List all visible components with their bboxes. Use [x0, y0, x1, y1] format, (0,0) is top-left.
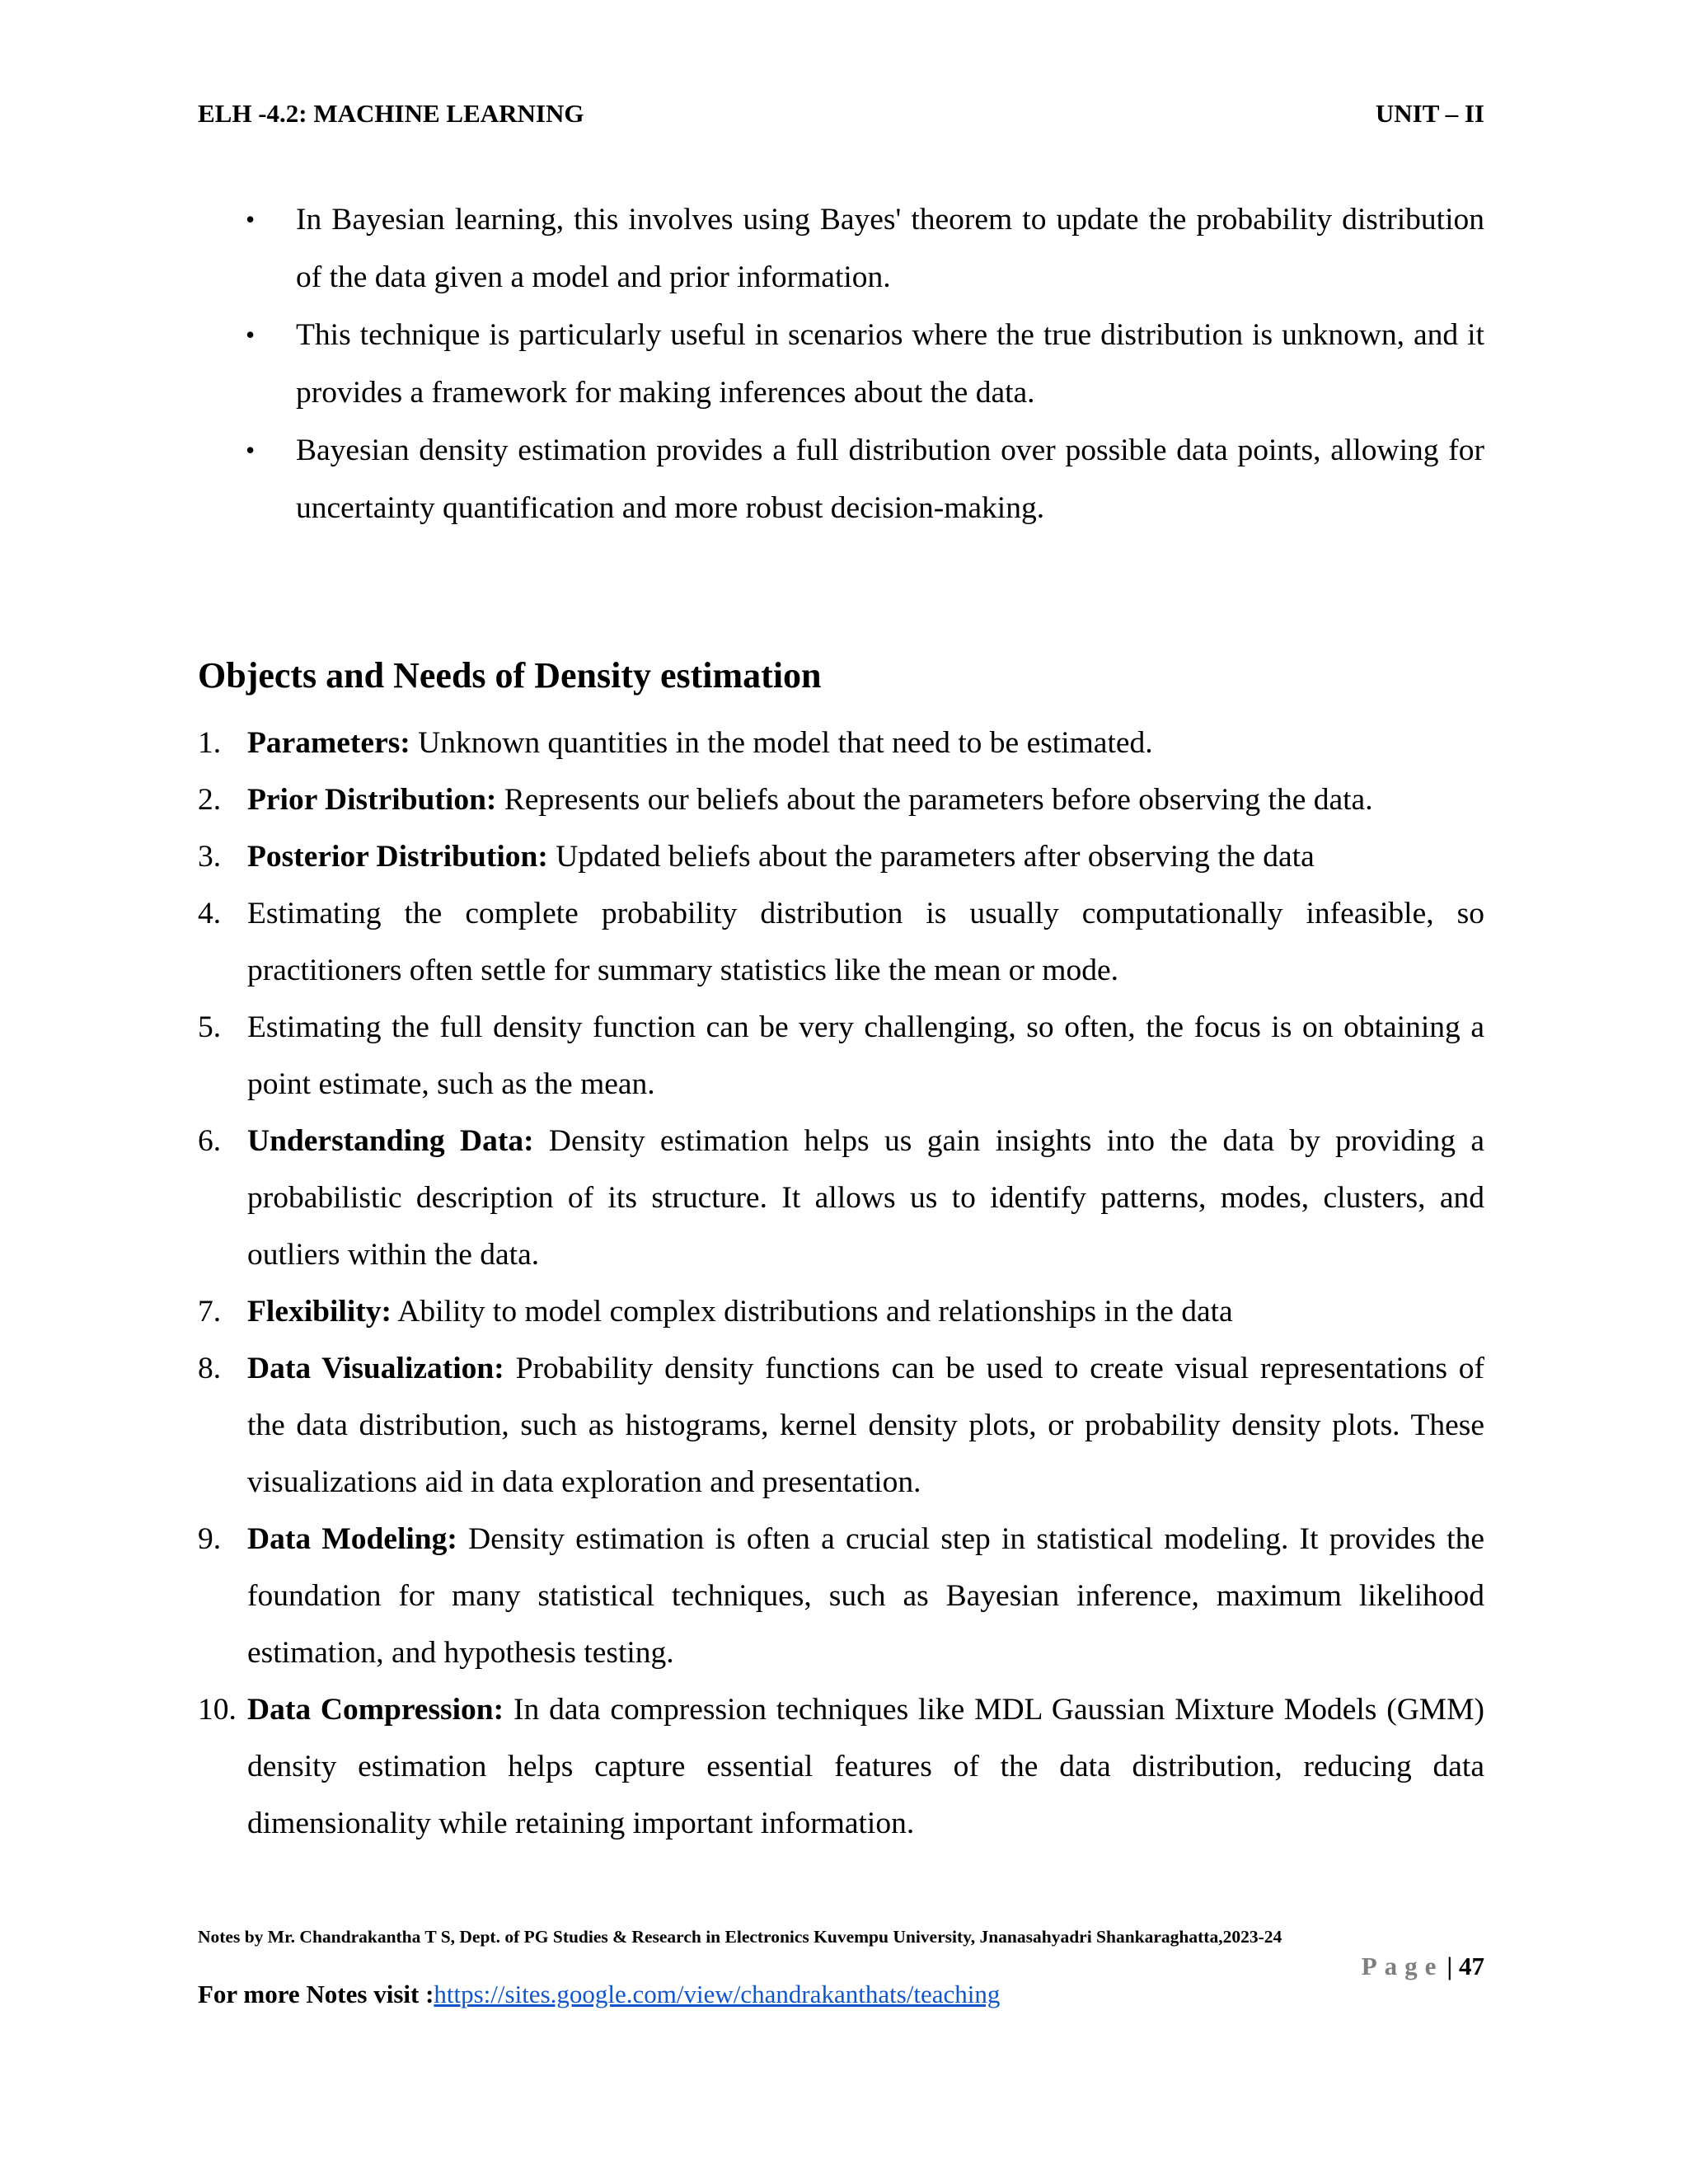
- item-text: Density estimation helps us gain insights into the data by providing a probabilistic description of its structure. It allows us to identify patterns, modes, clusters, and outliers within the data.: [247, 1124, 1484, 1272]
- item-text: Ability to model complex distributions and relationships in the data: [391, 1295, 1233, 1329]
- item-number: 5.: [198, 1010, 222, 1044]
- item-term: Posterior Distribution:: [247, 840, 548, 874]
- item-number: 10.: [198, 1693, 237, 1727]
- item-text: Updated beliefs about the parameters after observing the data: [547, 840, 1315, 874]
- list-item: [198, 999, 1484, 1113]
- item-term: Data Visualization:: [247, 1352, 504, 1385]
- bullet-icon: •: [246, 320, 256, 349]
- unit-label: UNIT – II: [1375, 99, 1484, 128]
- bullet-item: [198, 422, 1484, 537]
- list-item: [198, 715, 1484, 771]
- item-term: Data Modeling:: [247, 1522, 457, 1556]
- item-number: 6.: [198, 1124, 222, 1158]
- item-text: Probability density functions can be used to create visual representations of the data distribution, such as histograms, kernel density plots, or probability density plots. These visualizations aid in data exploration and presentation.: [247, 1352, 1485, 1499]
- course-title: ELH -4.2: MACHINE LEARNING: [198, 99, 584, 128]
- list-item: [198, 1340, 1484, 1511]
- list-item: [198, 828, 1484, 885]
- item-text: Density estimation is often a crucial step in statistical modeling. It provides the foundation for many statistical techniques, such as Bayesian inference, maximum likelihood estimation, and hypothesis testing.: [247, 1522, 1484, 1670]
- footer-visit: [198, 1978, 1000, 2011]
- visit-label: For more Notes visit :: [198, 1980, 434, 2008]
- item-term: Prior Distribution:: [247, 783, 497, 817]
- numbered-list: [198, 715, 1484, 1852]
- page-separator: |: [1447, 1952, 1453, 1980]
- list-item: [198, 1681, 1484, 1852]
- page-number-block: [1362, 1950, 1484, 1983]
- item-term: Understanding Data:: [247, 1124, 534, 1158]
- bullet-text: In Bayesian learning, this involves using Bayes' theorem to update the probability distribution of the data given a model and prior information.: [296, 203, 1484, 294]
- item-number: 9.: [198, 1522, 222, 1556]
- list-item: [198, 771, 1484, 828]
- bullet-icon: •: [246, 204, 256, 234]
- list-item: [198, 1511, 1484, 1681]
- page-header: [198, 97, 1484, 130]
- notes-link[interactable]: https://sites.google.com/view/chandrakanthats/teaching: [434, 1980, 1001, 2008]
- list-item: [198, 1113, 1484, 1283]
- item-number: 3.: [198, 840, 222, 874]
- bullet-item: [198, 191, 1484, 306]
- item-text: In data compression techniques like MDL Gaussian Mixture Models (GMM) density estimation helps capture essential features of the data distribution, reducing data dimensionality while retaining important information.: [247, 1693, 1484, 1840]
- section-heading: Objects and Needs of Density estimation: [198, 655, 822, 696]
- item-number: 7.: [198, 1295, 222, 1329]
- bullet-item: [198, 307, 1484, 421]
- bullet-icon: •: [246, 435, 256, 465]
- bullet-text: This technique is particularly useful in scenarios where the true distribution is unknown, and it provides a framework for making inferences about the data.: [296, 318, 1484, 410]
- item-number: 8.: [198, 1352, 222, 1385]
- bullet-text: Bayesian density estimation provides a full distribution over possible data points, allowing for uncertainty quantification and more robust decision-making.: [296, 434, 1484, 525]
- item-term: Parameters:: [247, 726, 410, 760]
- bullet-list: [198, 191, 1484, 537]
- item-text: Estimating the full density function can be very challenging, so often, the focus is on obtaining a point estimate, such as the mean.: [247, 1010, 1484, 1101]
- item-text: Estimating the complete probability distribution is usually computationally infeasible, so practitioners often settle for summary statistics like the mean or mode.: [247, 897, 1484, 987]
- page-word: Page: [1361, 1952, 1444, 1980]
- item-number: 4.: [198, 897, 222, 930]
- footer-notes: Notes by Mr. Chandrakantha T S, Dept. of PG Studies & Research in Electronics Kuvempu University, Jnanasahyadri Shankaraghatta,2023-24: [198, 1927, 1282, 1947]
- item-number: 2.: [198, 783, 222, 817]
- item-number: 1.: [198, 726, 222, 760]
- page-number: 47: [1459, 1952, 1484, 1980]
- list-item: [198, 1283, 1484, 1340]
- item-text: Unknown quantities in the model that need to be estimated.: [410, 726, 1153, 760]
- item-term: Data Compression:: [247, 1693, 504, 1727]
- item-text: Represents our beliefs about the parameters before observing the data.: [496, 783, 1373, 817]
- item-term: Flexibility:: [247, 1295, 392, 1329]
- list-item: [198, 885, 1484, 999]
